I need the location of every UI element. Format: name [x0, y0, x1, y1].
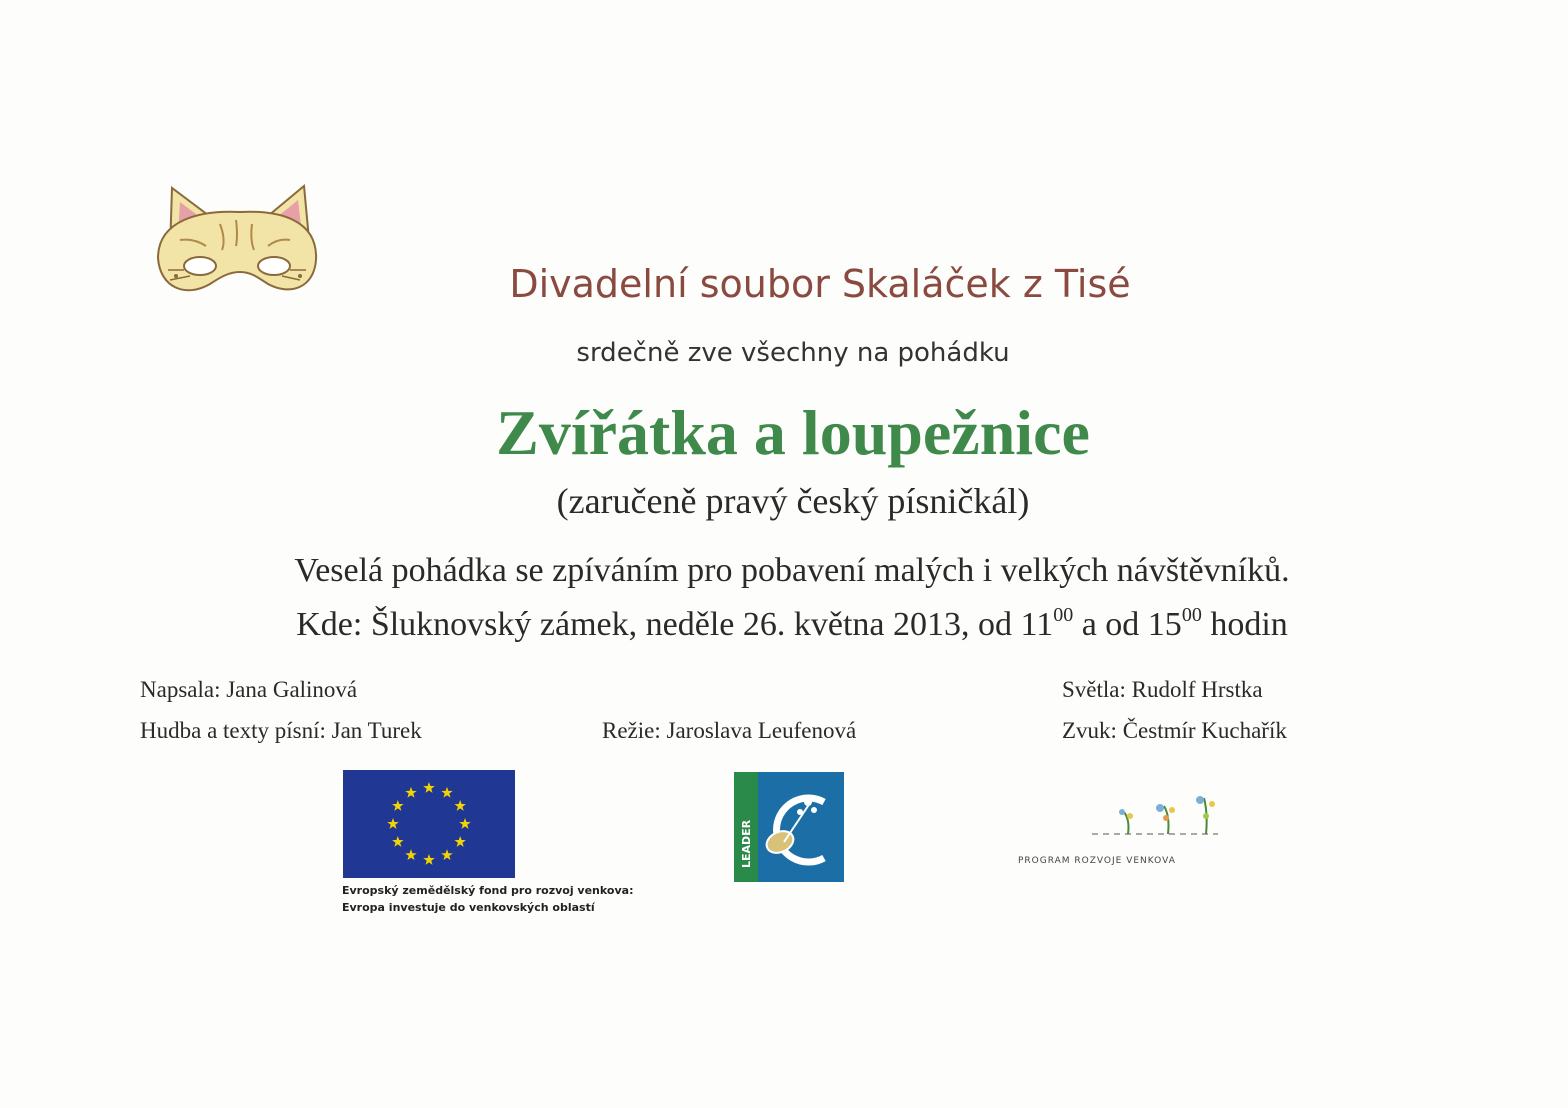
time1-minutes: 00: [1053, 604, 1074, 626]
credit-sound: Zvuk: Čestmír Kuchařík: [1062, 718, 1287, 743]
eu-caption-line1: Evropský zemědělský fond pro rozvoj venkova:: [342, 884, 634, 897]
credit-lights: Světla: Rudolf Hrstka: [1062, 677, 1263, 702]
invitation-text: srdečně zve všechny na pohádku: [576, 338, 1010, 368]
cat-mask-illustration: [150, 180, 330, 310]
where-suffix: hodin: [1201, 606, 1288, 643]
organization-name: Divadelní soubor Skaláček z Tisé: [509, 262, 1131, 306]
leader-text: LEADER: [740, 819, 753, 868]
eu-flag-logo: [343, 770, 515, 878]
credit-author: Napsala: Jana Galinová: [140, 677, 358, 702]
credit-music: Hudba a texty písní: Jan Turek: [140, 718, 422, 743]
where-mid: a od 15: [1073, 606, 1182, 643]
event-location-time: [0, 606, 1568, 644]
where-prefix: Kde: Šluknovský zámek, neděle 26. května 2013, od 11: [296, 606, 1054, 643]
time2-minutes: 00: [1181, 604, 1202, 626]
prv-caption: PROGRAM ROZVOJE VENKOVA: [1018, 856, 1176, 866]
eu-caption: [342, 882, 662, 916]
credit-director: Režie: Jaroslava Leufenová: [602, 718, 857, 743]
leader-logo: [734, 772, 844, 882]
play-description: Veselá pohádka se zpíváním pro pobavení malých i velkých návštěvníků.: [294, 552, 1290, 589]
program-rozvoje-venkova-logo: [1088, 790, 1228, 842]
eu-caption-line2: Evropa investuje do venkovských oblastí: [342, 901, 595, 914]
play-subtitle: (zaručeně pravý český písničkál): [556, 481, 1030, 521]
play-title: Zvířátka a loupežnice: [496, 397, 1090, 468]
